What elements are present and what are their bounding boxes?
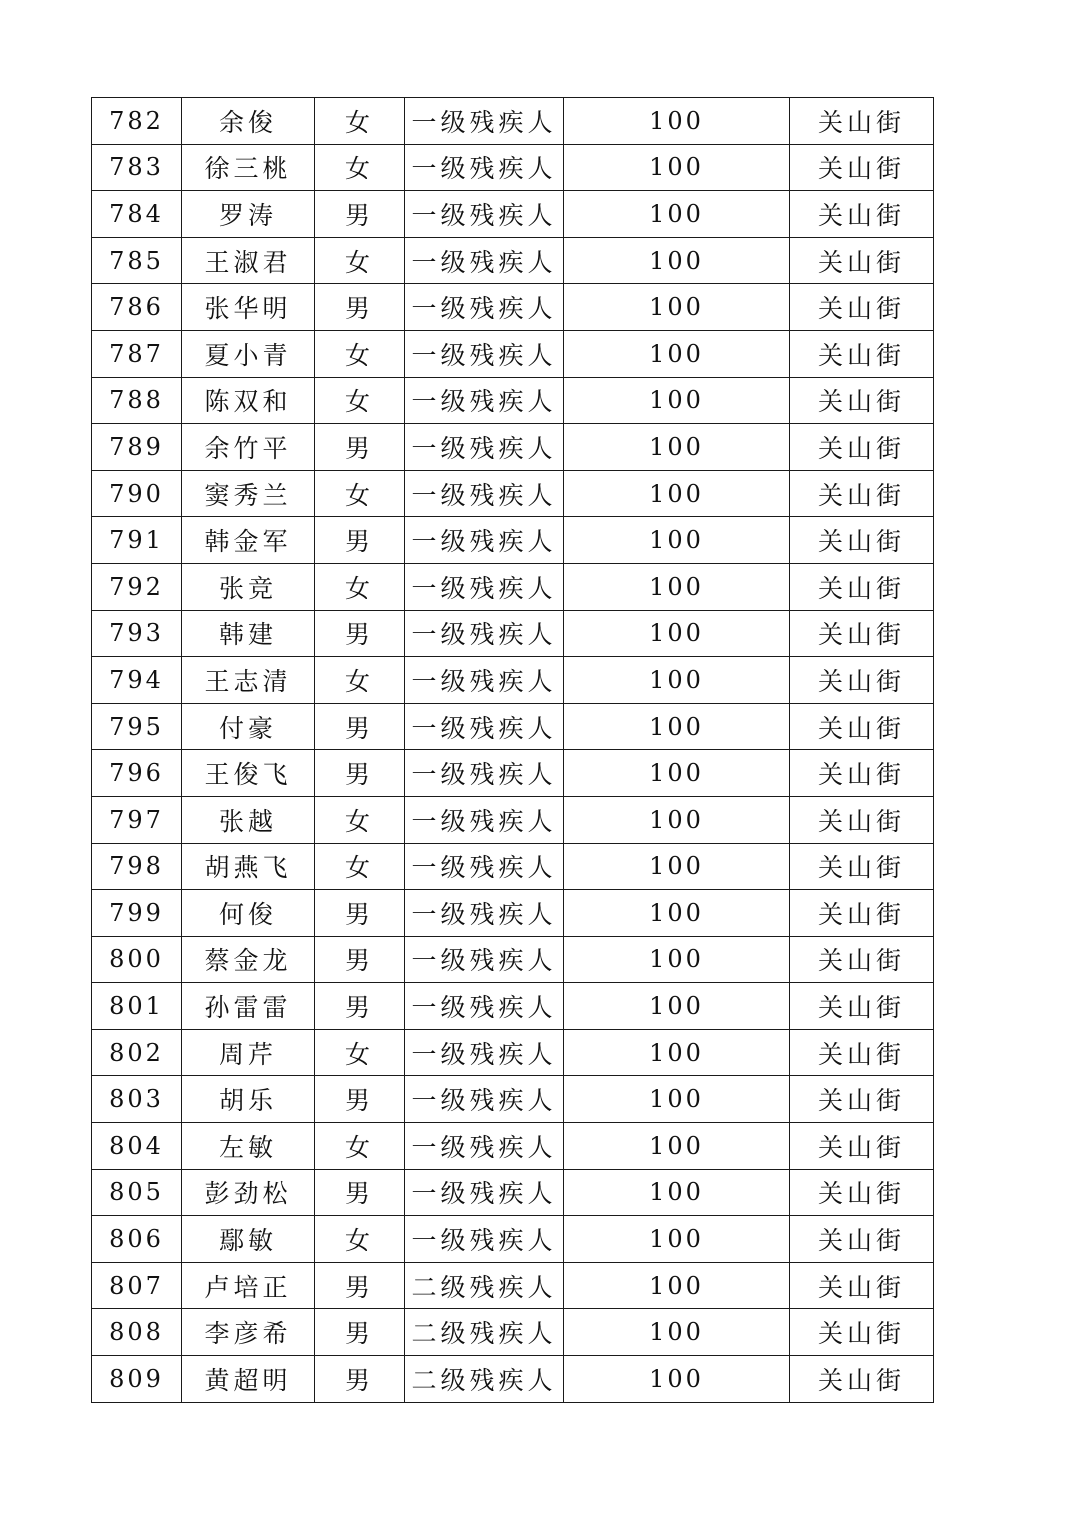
cell-name: 胡乐 (182, 1076, 315, 1123)
cell-number: 784 (92, 191, 182, 238)
cell-street: 关山街 (790, 1356, 934, 1403)
table-row (92, 796, 934, 843)
cell-street: 关山街 (790, 657, 934, 704)
cell-name: 张越 (182, 796, 315, 843)
cell-name: 夏小青 (182, 330, 315, 377)
cell-gender: 女 (315, 843, 405, 890)
cell-number: 785 (92, 237, 182, 284)
cell-number: 787 (92, 330, 182, 377)
cell-amount: 100 (564, 517, 790, 564)
cell-street: 关山街 (790, 517, 934, 564)
cell-disability-level: 一级残疾人 (405, 424, 564, 471)
cell-amount: 100 (564, 750, 790, 797)
cell-amount: 100 (564, 843, 790, 890)
cell-street: 关山街 (790, 936, 934, 983)
cell-gender: 女 (315, 1123, 405, 1170)
cell-disability-level: 一级残疾人 (405, 377, 564, 424)
cell-name: 左敏 (182, 1123, 315, 1170)
cell-amount: 100 (564, 470, 790, 517)
table-row (92, 1169, 934, 1216)
cell-gender: 女 (315, 144, 405, 191)
cell-street: 关山街 (790, 1216, 934, 1263)
cell-number: 786 (92, 284, 182, 331)
cell-gender: 女 (315, 657, 405, 704)
cell-name: 窦秀兰 (182, 470, 315, 517)
table-row (92, 890, 934, 937)
cell-number: 803 (92, 1076, 182, 1123)
cell-name: 韩建 (182, 610, 315, 657)
cell-disability-level: 一级残疾人 (405, 657, 564, 704)
cell-name: 王志清 (182, 657, 315, 704)
cell-gender: 男 (315, 191, 405, 238)
table-row (92, 470, 934, 517)
cell-street: 关山街 (790, 284, 934, 331)
cell-number: 783 (92, 144, 182, 191)
cell-name: 徐三桃 (182, 144, 315, 191)
cell-name: 付豪 (182, 703, 315, 750)
cell-disability-level: 一级残疾人 (405, 517, 564, 564)
cell-number: 804 (92, 1123, 182, 1170)
table-row (92, 610, 934, 657)
cell-disability-level: 一级残疾人 (405, 284, 564, 331)
cell-gender: 男 (315, 936, 405, 983)
cell-gender: 女 (315, 563, 405, 610)
table-row (92, 936, 934, 983)
cell-name: 陈双和 (182, 377, 315, 424)
cell-number: 808 (92, 1309, 182, 1356)
cell-gender: 女 (315, 1216, 405, 1263)
cell-disability-level: 二级残疾人 (405, 1262, 564, 1309)
cell-name: 卢培正 (182, 1262, 315, 1309)
cell-name: 李彦希 (182, 1309, 315, 1356)
cell-amount: 100 (564, 237, 790, 284)
cell-street: 关山街 (790, 1076, 934, 1123)
table-row (92, 1123, 934, 1170)
cell-disability-level: 一级残疾人 (405, 703, 564, 750)
cell-number: 791 (92, 517, 182, 564)
cell-amount: 100 (564, 330, 790, 377)
cell-gender: 男 (315, 517, 405, 564)
cell-gender: 男 (315, 983, 405, 1030)
cell-street: 关山街 (790, 237, 934, 284)
cell-gender: 女 (315, 330, 405, 377)
cell-disability-level: 一级残疾人 (405, 936, 564, 983)
cell-street: 关山街 (790, 563, 934, 610)
cell-name: 余俊 (182, 98, 315, 145)
cell-gender: 男 (315, 750, 405, 797)
cell-disability-level: 二级残疾人 (405, 1309, 564, 1356)
cell-amount: 100 (564, 796, 790, 843)
cell-street: 关山街 (790, 610, 934, 657)
cell-number: 790 (92, 470, 182, 517)
cell-number: 806 (92, 1216, 182, 1263)
cell-disability-level: 一级残疾人 (405, 983, 564, 1030)
cell-gender: 女 (315, 1029, 405, 1076)
cell-number: 795 (92, 703, 182, 750)
cell-name: 张竞 (182, 563, 315, 610)
cell-amount: 100 (564, 284, 790, 331)
cell-disability-level: 一级残疾人 (405, 98, 564, 145)
cell-name: 王淑君 (182, 237, 315, 284)
cell-amount: 100 (564, 424, 790, 471)
cell-gender: 男 (315, 890, 405, 937)
table-row (92, 1029, 934, 1076)
cell-name: 彭劲松 (182, 1169, 315, 1216)
cell-amount: 100 (564, 610, 790, 657)
cell-disability-level: 一级残疾人 (405, 1123, 564, 1170)
cell-number: 802 (92, 1029, 182, 1076)
cell-amount: 100 (564, 144, 790, 191)
table-row (92, 284, 934, 331)
cell-number: 788 (92, 377, 182, 424)
cell-gender: 男 (315, 284, 405, 331)
cell-number: 794 (92, 657, 182, 704)
table-row (92, 1076, 934, 1123)
cell-amount: 100 (564, 563, 790, 610)
cell-disability-level: 一级残疾人 (405, 1169, 564, 1216)
cell-number: 801 (92, 983, 182, 1030)
cell-name: 张华明 (182, 284, 315, 331)
cell-street: 关山街 (790, 1123, 934, 1170)
cell-amount: 100 (564, 983, 790, 1030)
cell-gender: 女 (315, 470, 405, 517)
cell-disability-level: 二级残疾人 (405, 1356, 564, 1403)
table-row (92, 750, 934, 797)
cell-name: 周芹 (182, 1029, 315, 1076)
table-row (92, 1262, 934, 1309)
cell-street: 关山街 (790, 98, 934, 145)
cell-street: 关山街 (790, 1309, 934, 1356)
cell-amount: 100 (564, 936, 790, 983)
cell-name: 黄超明 (182, 1356, 315, 1403)
cell-amount: 100 (564, 1123, 790, 1170)
cell-street: 关山街 (790, 144, 934, 191)
cell-name: 胡燕飞 (182, 843, 315, 890)
cell-disability-level: 一级残疾人 (405, 1029, 564, 1076)
table-row (92, 1309, 934, 1356)
cell-street: 关山街 (790, 1262, 934, 1309)
roster-table (91, 97, 934, 1403)
cell-number: 798 (92, 843, 182, 890)
cell-disability-level: 一级残疾人 (405, 843, 564, 890)
cell-gender: 男 (315, 1262, 405, 1309)
cell-disability-level: 一级残疾人 (405, 191, 564, 238)
cell-amount: 100 (564, 890, 790, 937)
table-row (92, 424, 934, 471)
cell-disability-level: 一级残疾人 (405, 1216, 564, 1263)
cell-street: 关山街 (790, 796, 934, 843)
cell-street: 关山街 (790, 703, 934, 750)
cell-amount: 100 (564, 657, 790, 704)
cell-amount: 100 (564, 1309, 790, 1356)
cell-gender: 男 (315, 1169, 405, 1216)
cell-disability-level: 一级残疾人 (405, 563, 564, 610)
cell-gender: 女 (315, 237, 405, 284)
cell-street: 关山街 (790, 843, 934, 890)
cell-amount: 100 (564, 377, 790, 424)
cell-number: 800 (92, 936, 182, 983)
cell-number: 796 (92, 750, 182, 797)
cell-name: 王俊飞 (182, 750, 315, 797)
table-row (92, 517, 934, 564)
cell-name: 罗涛 (182, 191, 315, 238)
cell-amount: 100 (564, 1356, 790, 1403)
cell-amount: 100 (564, 1216, 790, 1263)
cell-amount: 100 (564, 1076, 790, 1123)
cell-disability-level: 一级残疾人 (405, 750, 564, 797)
table-row (92, 1216, 934, 1263)
cell-number: 792 (92, 563, 182, 610)
table-row (92, 237, 934, 284)
cell-disability-level: 一级残疾人 (405, 144, 564, 191)
cell-name: 蔡金龙 (182, 936, 315, 983)
cell-name: 余竹平 (182, 424, 315, 471)
cell-number: 805 (92, 1169, 182, 1216)
cell-number: 782 (92, 98, 182, 145)
cell-gender: 男 (315, 703, 405, 750)
table-row (92, 377, 934, 424)
cell-disability-level: 一级残疾人 (405, 796, 564, 843)
cell-gender: 男 (315, 610, 405, 657)
table-row (92, 563, 934, 610)
table-row (92, 144, 934, 191)
cell-gender: 男 (315, 1356, 405, 1403)
table-row (92, 983, 934, 1030)
cell-gender: 男 (315, 424, 405, 471)
cell-amount: 100 (564, 98, 790, 145)
cell-disability-level: 一级残疾人 (405, 237, 564, 284)
cell-disability-level: 一级残疾人 (405, 470, 564, 517)
cell-number: 799 (92, 890, 182, 937)
cell-amount: 100 (564, 1262, 790, 1309)
cell-gender: 女 (315, 796, 405, 843)
cell-street: 关山街 (790, 377, 934, 424)
cell-gender: 女 (315, 98, 405, 145)
cell-gender: 女 (315, 377, 405, 424)
cell-street: 关山街 (790, 1169, 934, 1216)
cell-street: 关山街 (790, 330, 934, 377)
cell-street: 关山街 (790, 470, 934, 517)
cell-number: 809 (92, 1356, 182, 1403)
table-row (92, 191, 934, 238)
table-row (92, 657, 934, 704)
cell-amount: 100 (564, 703, 790, 750)
cell-disability-level: 一级残疾人 (405, 890, 564, 937)
cell-number: 789 (92, 424, 182, 471)
cell-number: 793 (92, 610, 182, 657)
cell-street: 关山街 (790, 890, 934, 937)
cell-street: 关山街 (790, 983, 934, 1030)
cell-street: 关山街 (790, 750, 934, 797)
cell-number: 797 (92, 796, 182, 843)
cell-street: 关山街 (790, 191, 934, 238)
table-row (92, 1356, 934, 1403)
table-row (92, 703, 934, 750)
cell-name: 何俊 (182, 890, 315, 937)
cell-gender: 男 (315, 1309, 405, 1356)
cell-gender: 男 (315, 1076, 405, 1123)
cell-street: 关山街 (790, 1029, 934, 1076)
table-row (92, 98, 934, 145)
cell-disability-level: 一级残疾人 (405, 610, 564, 657)
cell-disability-level: 一级残疾人 (405, 330, 564, 377)
table-row (92, 330, 934, 377)
cell-name: 韩金军 (182, 517, 315, 564)
cell-street: 关山街 (790, 424, 934, 471)
cell-name: 鄢敏 (182, 1216, 315, 1263)
cell-amount: 100 (564, 1029, 790, 1076)
cell-name: 孙雷雷 (182, 983, 315, 1030)
table-row (92, 843, 934, 890)
cell-disability-level: 一级残疾人 (405, 1076, 564, 1123)
cell-number: 807 (92, 1262, 182, 1309)
cell-amount: 100 (564, 1169, 790, 1216)
cell-amount: 100 (564, 191, 790, 238)
roster-body (92, 98, 934, 1403)
